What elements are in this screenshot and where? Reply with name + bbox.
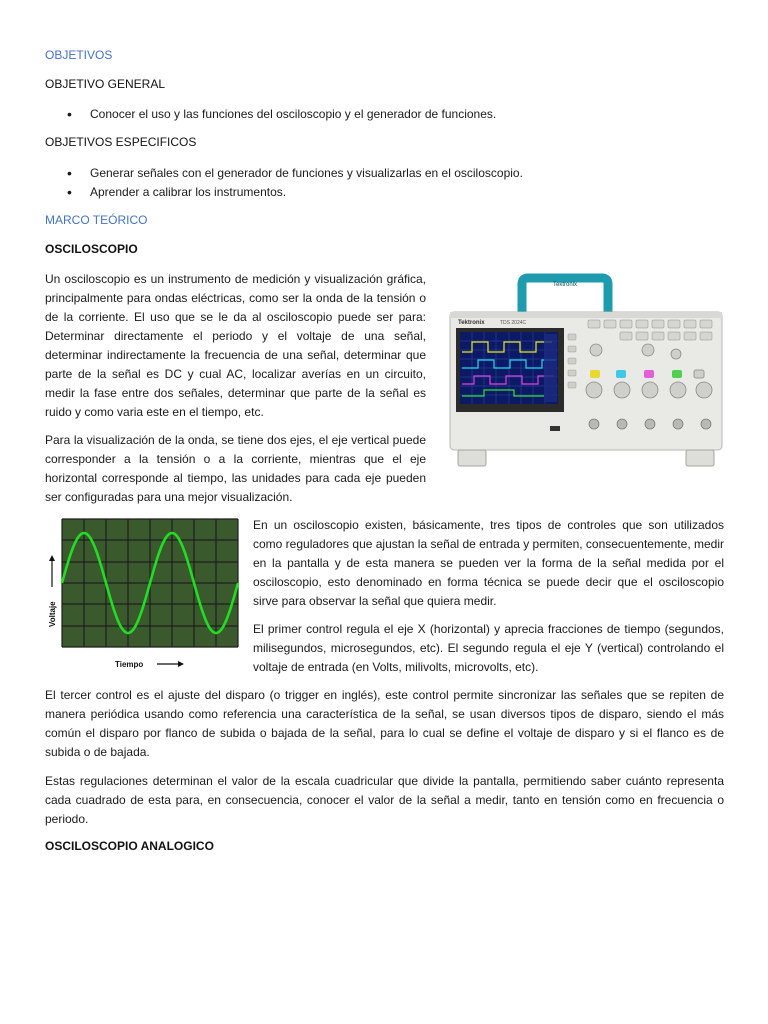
objetivo-general-heading: OBJETIVO GENERAL xyxy=(45,77,166,91)
objetivos-especificos-heading: OBJETIVOS ESPECIFICOS xyxy=(45,135,197,149)
osciloscopio-analogico-heading: OSCILOSCOPIO ANALOGICO xyxy=(45,839,214,853)
objetivos-heading: OBJETIVOS xyxy=(45,48,113,62)
y-axis-label: Voltaje xyxy=(48,601,57,627)
paragraph-axes: Para la visualización de la onda, se tiene dos ejes, el eje vertical puede corresponder a la tensión o a la corriente, mientras que el eje horizontal corresponde al tiempo, las unidades para cada eje pueden ser configuradas para una mejor visualización. xyxy=(45,433,426,504)
paragraph-intro: Un osciloscopio es un instrumento de medición y visualización gráfica, principalmente para ondas eléctricas, como ser la onda de la tensión o de la corriente. El uso que se le da al osciloscopio puede ser para: Determinar directamente el periodo y el voltaje de una señal, determinar indirectamente la frecuencia de una señal, determinar que parte de la señal es DC y cual AC, localizar averías en un circuito, medir la fase entre dos señales, determinar que parte de la señal es ruido y como varia este en el tiempo, etc. xyxy=(45,272,426,419)
list-item: • Conocer el uso y las funciones del osciloscopio y el generador de funciones. xyxy=(45,105,725,124)
model-label: TDS 2024C xyxy=(500,320,527,326)
paragraph-first-control: El primer control regula el eje X (horizontal) y aprecia fracciones de tiempo (segundos, milisegundos, microsegundos, etc). El segundo regula el eje Y (vertical) controlando el voltaje de entrada (en Volts, milivolts, microvolts, etc). xyxy=(253,622,724,674)
sine-wave-figure xyxy=(45,517,245,673)
paragraph-controls: En un osciloscopio existen, básicamente, tres tipos de controles que son utilizados como reguladores que ajustan la señal de entrada y permiten, consecuentemente, medir en la pantalla y de esta manera se pueden ver la forma de la señal medida por el osciloscopio, esto denominado en forma técnica se puede decir que el osciloscopio sirve para observar la señal que quiera medir. xyxy=(253,518,724,608)
objetivos-especificos-list xyxy=(45,164,725,202)
marco-teorico-heading: MARCO TEÓRICO xyxy=(45,213,148,227)
osciloscopio-heading: OSCILOSCOPIO xyxy=(45,242,138,256)
oscilloscope-image xyxy=(444,272,726,472)
objetivo-general-list xyxy=(45,105,725,124)
paragraph-scale: Estas regulaciones determinan el valor de la escala cuadricular que divide la pantalla, permitiendo saber cuánto representa cada cuadrado de esta para, en consecuencia, conocer el valor de la señal a medir, tanto en tensión como en frecuencia o periodo. xyxy=(45,774,724,826)
handle-brand-label: Tektronix xyxy=(552,282,578,288)
paragraph-trigger: El tercer control es el ajuste del disparo (o trigger en inglés), este control permite sincronizar las señales que se repiten de manera periódica usando como referencia una característica de la señal, se usan diversos tipos de disparo, siendo el más común el disparo por flanco de subida o bajada de la señal, para lo cual se define el voltaje de disparo y si el flanco es de subida o de bajada. xyxy=(45,688,724,759)
list-item: • Aprender a calibrar los instrumentos. xyxy=(45,183,725,202)
x-axis-label: Tiempo xyxy=(115,660,144,669)
list-item: • Generar señales con el generador de funciones y visualizarlas en el osciloscopio. xyxy=(45,164,725,183)
brand-label: Tektronix xyxy=(458,320,485,326)
